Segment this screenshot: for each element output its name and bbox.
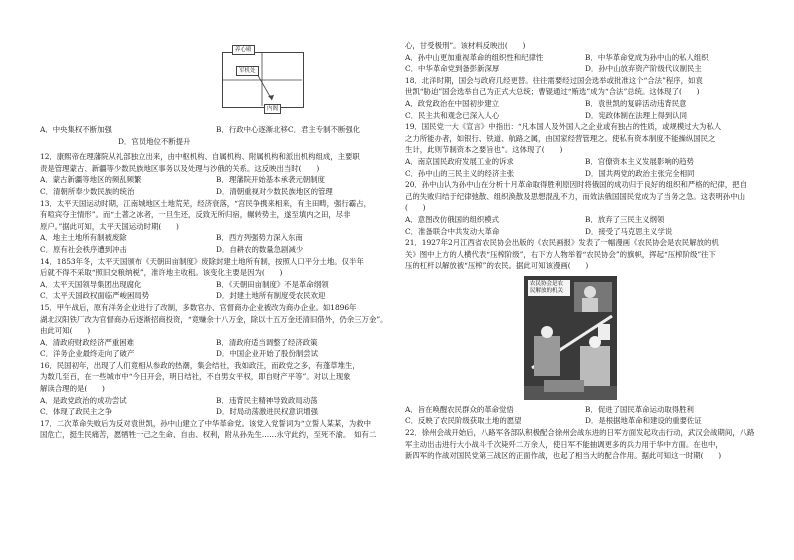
question-12 bbox=[40, 151, 392, 197]
q12-option-c[interactable]: C．清朝所奉少数民族的统治 bbox=[40, 186, 135, 196]
diagram-arrows bbox=[40, 44, 392, 124]
q12-option-d[interactable]: D．清朝重视对少数民族地区的管理 bbox=[216, 186, 333, 196]
q13-stem-line: 原户。”据此可知，太平天国运动时期( ) bbox=[40, 221, 179, 231]
q20-stem-line: ( ) bbox=[405, 203, 426, 213]
question-16 bbox=[40, 360, 392, 418]
question-22 bbox=[405, 427, 765, 462]
cartoon-caption: 农民协会是农民解放的机关 bbox=[528, 280, 570, 296]
q19-stem-line: 生计，此则节制资本之要旨也”。这体现了( ) bbox=[405, 145, 563, 155]
q12-stem-line: 12．康熙帝在理藩院从礼部独立出来，由中枢机构、自属机构、附属机构和派出机构组成，主要职 bbox=[40, 152, 360, 162]
left-column bbox=[40, 0, 392, 441]
q17-stem-line: 17．二次革命失败后为反对袁世凯，孙中山建立了中华革命党。该党入党誓词为“立誓人某某，为救中 bbox=[40, 418, 371, 428]
q14-option-b[interactable]: B．《天朝田亩制度》不是革命纲领 bbox=[216, 279, 329, 289]
question-17 bbox=[40, 418, 392, 441]
q15-option-b[interactable]: B．清政府适当调整了经济政策 bbox=[216, 337, 318, 347]
q19-option-a[interactable]: A．南京国民政府发展工业的诉求 bbox=[405, 156, 514, 166]
q11-option-a[interactable]: A．中央集权不断加强 bbox=[40, 125, 112, 134]
q15-stem-line: 15．甲午战后，原有洋务企业进行了改制，多数官办、官督商办企业被改为商办企业。如1896年 bbox=[40, 302, 357, 312]
q18-stem-line: 18．北洋时期，国会与政府几经更替。往往需要经过国会选举或批准这个“合法”程序，如袁 bbox=[405, 75, 703, 85]
q13-option-d[interactable]: D．自耕农的数量急剧减少 bbox=[216, 244, 304, 254]
right-column bbox=[405, 0, 765, 462]
q22-stem-line: 22．徐州会战开始后，八路军各部队积极配合徐州会战东进的日军方面发起攻击行动，武汉会战期间，八路 bbox=[405, 428, 755, 438]
q15-stem-line: 由此可知( ) bbox=[40, 326, 91, 336]
question-19 bbox=[405, 121, 765, 179]
question-20 bbox=[405, 179, 765, 237]
q12-option-b[interactable]: B．理藩院开始基本承袭元朝制度 bbox=[216, 175, 325, 185]
q17-option-c[interactable]: C．中华革命党到备彭新深厚 bbox=[405, 64, 500, 74]
question-13 bbox=[40, 198, 392, 256]
q16-stem-line: 为数几至百，在一些城市中“今日开会，明日结社，不自男女平权，即自财产平等”。对以上现象 bbox=[40, 372, 351, 382]
q17-option-b[interactable]: B．中华革命党成为孙中山的私人组织 bbox=[585, 52, 709, 62]
central-organs-diagram bbox=[40, 44, 392, 124]
q19-stem-line: 19．国民党一大《宣言》中指出：“凡本国人及外国人之企业或有独占的性质，或规模过大为私人 bbox=[405, 122, 722, 132]
q18-option-d[interactable]: D．宪政体制在法理上得到认同 bbox=[585, 110, 688, 120]
q16-stem-line: 16．民国初年，出现了人们竟相从参政的热潮，集会结社，我如政汪，而政党之多，有蓬草堆生， bbox=[40, 360, 360, 370]
q17-option-d[interactable]: D．孙中山放弃资产阶级代议制民主 bbox=[585, 64, 702, 74]
q21-stem-line: 压的杠杆以解放被“压榨”的农民。据此可知该漫画( ) bbox=[405, 261, 589, 271]
q19-stem-line: 之力所能办者，如银行、铁道、航路之属，由国家经营管理之。使私有资本制度不能操纵国民之 bbox=[405, 133, 716, 143]
q14-option-d[interactable]: D．封建土地所有制度受农民欢迎 bbox=[216, 291, 326, 301]
q12-option-a[interactable]: A．蒙古新疆等地区的频乱频繁 bbox=[40, 175, 142, 185]
q18-option-b[interactable]: B．袁世凯的复辟活动违背民意 bbox=[585, 98, 687, 108]
q21-option-d[interactable]: D．是根据地革命和建设的重要佐证 bbox=[585, 416, 702, 426]
q21-option-c[interactable]: C．反映了农民阶级获取土地的愿望 bbox=[405, 416, 522, 426]
question-18 bbox=[405, 75, 765, 121]
q20-option-c[interactable]: C．准备联合中共发动大革命 bbox=[405, 226, 500, 236]
box-grand-secretariat: 内阁 bbox=[264, 104, 281, 114]
q16-stem-line: 解读合理的是( ) bbox=[40, 384, 105, 394]
box-grand-council: 军机处 bbox=[236, 66, 259, 76]
q13-stem-line: 13．太平天国运动时期，江南城地区土地荒芜，经济衰落，“宫民争携来相来，有主田畴，强行霸占， bbox=[40, 198, 371, 208]
q15-option-c[interactable]: C．洋务企业最终走向了破产 bbox=[40, 349, 135, 359]
q20-option-a[interactable]: A．意图改仿俄国的组织模式 bbox=[405, 214, 500, 224]
q12-stem-line: 责是管理蒙古、新疆等少数民族地区事务以及处理与沙俄的关系。这反映出当时( ) bbox=[40, 163, 320, 173]
q14-option-a[interactable]: A．太平天国领导集团出现腐化 bbox=[40, 279, 142, 289]
q17-option-a[interactable]: A．孙中山更加重视革命的组织性和纪律性 bbox=[405, 52, 544, 62]
q18-option-c[interactable]: C．民主共和观念已深入人心 bbox=[405, 110, 500, 120]
q16-option-a[interactable]: A．是政党政治的成功尝试 bbox=[40, 395, 127, 405]
q18-option-a[interactable]: A．政党政治在中国初步建立 bbox=[405, 98, 500, 108]
q18-stem-line: 世凯“胁迫”国会选举自己为正式大总统；曹锟通过“贿选”成为“合法”总统。这体现了( ) bbox=[405, 87, 700, 97]
q15-stem-line: 湖北汉阳铁厂改为官督商办后逐渐招商投资，“竟赚余十八万金，除以十五万金还清旧借外，仍余三万金”。 bbox=[40, 314, 388, 324]
q22-stem-line: 新四军的作战对国民党第三战区的正面作战，也起了相当大的配合作用。据此可知这一时期( ) bbox=[405, 451, 722, 461]
q21-stem-line: 21．1927年2月江西省农民协会出版的《农民画报》发表了一幅漫画《农民协会是农民解放的机 bbox=[405, 238, 719, 248]
q16-option-b[interactable]: B．违背民主精神导致政局动荡 bbox=[216, 395, 318, 405]
question-21 bbox=[405, 237, 765, 427]
q11-options bbox=[40, 124, 392, 136]
q15-option-a[interactable]: A．清政府财政经济严重困难 bbox=[40, 337, 135, 347]
q14-option-c[interactable]: C．太平天国政权面临严峻困局势 bbox=[40, 291, 150, 301]
q19-option-c[interactable]: C．孙中山的三民主义的经济主张 bbox=[405, 168, 515, 178]
q22-stem-line: 军主动出击进行大小战斗千次毙歼二万余人，使日军不能抽调更多的兵力用于华中方面。在也中， bbox=[405, 439, 723, 449]
q20-stem-line: 己的失败归结于纪律弛散、组织涣散及思想混乱不力，而效法俄国国民党成为了当务之急。这表明孙中山 bbox=[405, 191, 745, 201]
q11-option-bc[interactable]: B．行政中心逐渐北移C．君主专制不断强化 bbox=[216, 125, 361, 134]
q11-option-d[interactable]: D．官员地位不断提升 bbox=[118, 136, 191, 146]
q19-option-d[interactable]: D．国共两党的政治主张完全相同 bbox=[585, 168, 695, 178]
q16-option-d[interactable]: D．时局动荡激进民权意识增强 bbox=[216, 407, 319, 417]
q21-option-a[interactable]: A．旨在唤醒农民群众的革命觉悟 bbox=[405, 404, 514, 414]
q20-option-b[interactable]: B．放弃了三民主义纲领 bbox=[585, 214, 665, 224]
q13-option-a[interactable]: A．地主土地所有制被废除 bbox=[40, 233, 127, 243]
q15-option-d[interactable]: D．中国企业开始了股份制尝试 bbox=[216, 349, 319, 359]
q14-stem-line: 后就不得不采取“照旧交粮纳税”，准许地主收租。该变化主要是因为( ) bbox=[40, 268, 283, 278]
box-yangxin-hall: 养心殿 bbox=[232, 45, 255, 55]
q16-option-c[interactable]: C．体现了政民主之争 bbox=[40, 407, 113, 417]
q21-option-b[interactable]: B．促进了国民革命运动取得胜利 bbox=[585, 404, 694, 414]
question-15 bbox=[40, 302, 392, 360]
peasant-association-cartoon bbox=[524, 276, 617, 400]
q20-stem-line: 20．孙中山认为孙中山在分析十月革命取得胜利原因时将俄国的成功归于良好的组织和严格的纪律，把自 bbox=[405, 180, 747, 190]
q17-stem-line: 国危亡，挺生民痛苦，愿牺牲一己之生命、自由、权利，附从孙先生……永守此约，至死不渝。 如有二 bbox=[40, 430, 377, 440]
q21-stem-line: 关》图中上方的人横代表“压榨阶级”，右下方人物举着“农民协会”的旗帜，挥起“压榨阶级”往下 bbox=[405, 249, 716, 259]
q13-stem-line: 有喧宾夺主情形”。而“土著之冰者，一旦生还，反致无所归宿，辗转势主，遂至填内之田，尽非 bbox=[40, 210, 351, 220]
q13-option-b[interactable]: B．西方列强势力深入东南 bbox=[216, 233, 303, 243]
q19-option-b[interactable]: B．官僚资本主义发展影响的趋势 bbox=[585, 156, 694, 166]
q14-stem-line: 14．1853年冬，太平天国颁布《天朝田亩制度》废除封建土地所有制，按照人口平分土地。仅半年 bbox=[40, 256, 364, 266]
q13-option-c[interactable]: C．原有社会秩序遭到冲击 bbox=[40, 244, 127, 254]
q17-stem-end: 心，甘受极刑”。该材料反映出( ) bbox=[405, 41, 526, 50]
question-14 bbox=[40, 256, 392, 302]
q20-option-d[interactable]: D．接受了马克思主义学说 bbox=[585, 226, 673, 236]
